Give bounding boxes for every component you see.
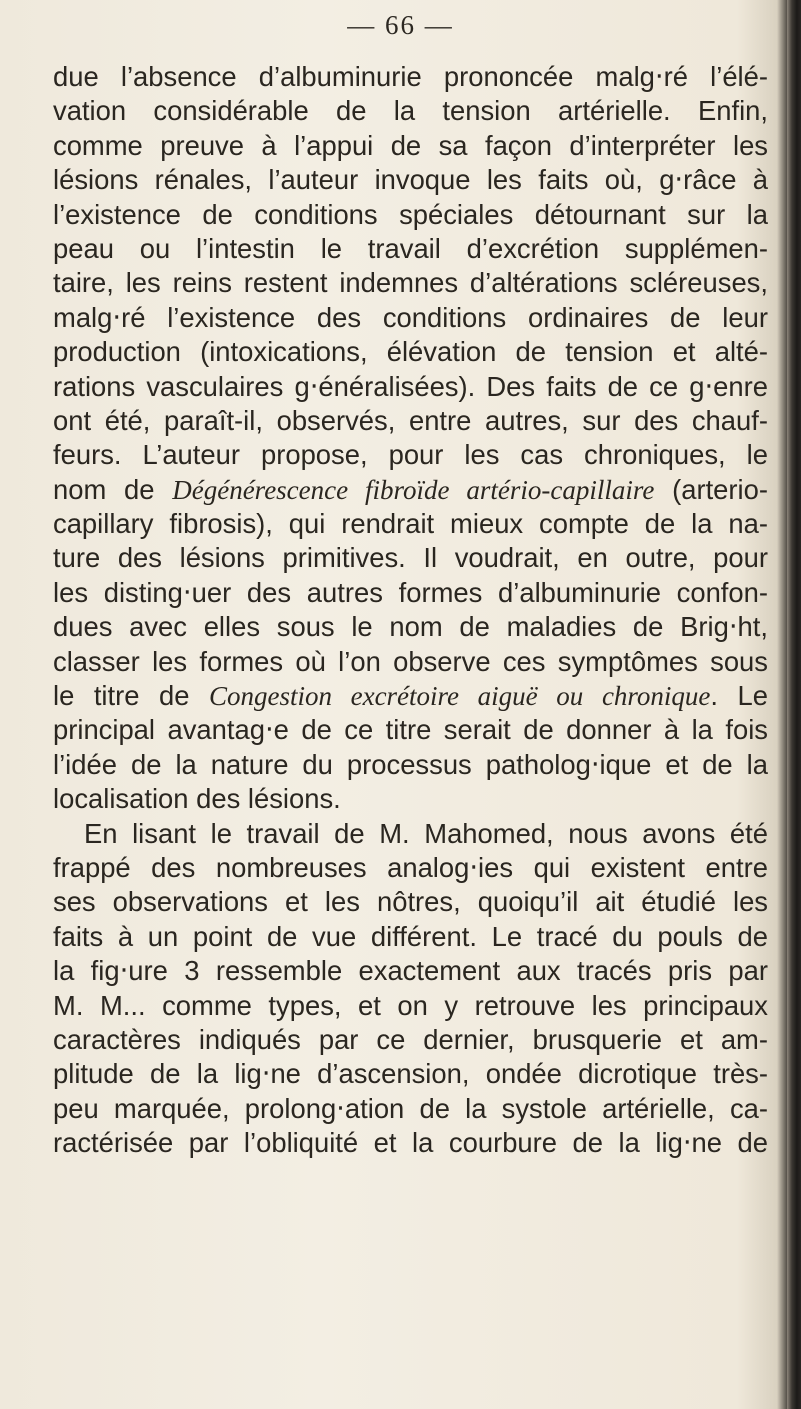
text-line: taire, les reins restent indemnes d’altérations scléreuses, [53,267,768,299]
text-line: rations vasculaires g‧énéralisées). Des faits de ce g‧enre [53,370,768,402]
text-line-with-italic [53,679,768,713]
text-line: comme preuve à l’appui de sa façon d’interpréter les [53,129,768,161]
text-line: vation considérable de la tension artérielle. Enfin, [53,95,768,127]
text-line: l’existence de conditions spéciales détournant sur la [53,198,768,230]
page-body-text [53,60,768,1161]
text-line: principal avantag‧e de ce titre serait de donner à la fois [53,714,768,746]
paragraph-2 [53,817,768,1161]
text-run: nom de [53,473,173,505]
text-line: les disting‧uer des autres formes d’albuminurie confon- [53,576,768,608]
text-line: la fig‧ure 3 ressemble exactement aux tracés pris par [53,955,768,987]
paragraph-1 [53,60,768,817]
text-line: ture des lésions primitives. Il voudrait, en outre, pour [53,542,768,574]
text-line: ses observations et les nôtres, quoiqu’il ait étudié les [53,886,768,918]
text-line: lésions rénales, l’auteur invoque les faits où, g‧râce à [53,164,768,196]
text-line: ractérisée par l’obliquité et la courbure de la lig‧ne de [53,1127,768,1159]
italic-term: Dégénérescence fibroïde artério-capillaire [172,474,655,505]
text-line: peu marquée, prolong‧ation de la systole artérielle, ca- [53,1092,768,1124]
text-line: classer les formes où l’on observe ces symptômes sous [53,645,768,677]
text-line: due l’absence d’albuminurie prononcée malg‧ré l’élé- [53,61,768,92]
text-line: caractères indiqués par ce dernier, brusquerie et am- [53,1023,768,1055]
italic-term: Congestion excrétoire aiguë ou chronique [208,681,711,712]
text-line: production (intoxications, élévation de tension et alté- [53,336,768,368]
page-binding-edge [787,0,801,1409]
text-line: faits à un point de vue différent. Le tracé du pouls de [53,920,768,952]
text-line: peau ou l’intestin le travail d’excrétion supplémen- [53,232,768,264]
text-run: (arterio- [654,473,768,505]
text-line: malg‧ré l’existence des conditions ordinaires de leur [53,301,768,333]
text-line: ont été, paraît-il, observés, entre autres, sur des chauf- [53,404,768,436]
text-line-with-italic [53,473,768,507]
text-line: plitude de la lig‧ne d’ascension, ondée dicrotique très- [53,1058,768,1090]
text-line: M. M... comme types, et on y retrouve les principaux [53,989,768,1021]
text-line: frappé des nombreuses analog‧ies qui existent entre [53,851,768,883]
text-line: localisation des lésions. [53,783,341,815]
text-line: feurs. L’auteur propose, pour les cas chroniques, le [53,439,768,471]
page-number: — 66 — [347,10,454,40]
text-run: . Le [710,680,768,712]
text-line: capillary fibrosis), qui rendrait mieux compte de la na- [53,508,768,540]
text-line: l’idée de la nature du processus patholog‧ique et de la [53,748,768,780]
text-run: le titre de [53,680,209,712]
text-line: En lisant le travail de M. Mahomed, nous avons été [84,817,768,849]
text-line: dues avec elles sous le nom de maladies de Brig‧ht, [53,611,768,643]
